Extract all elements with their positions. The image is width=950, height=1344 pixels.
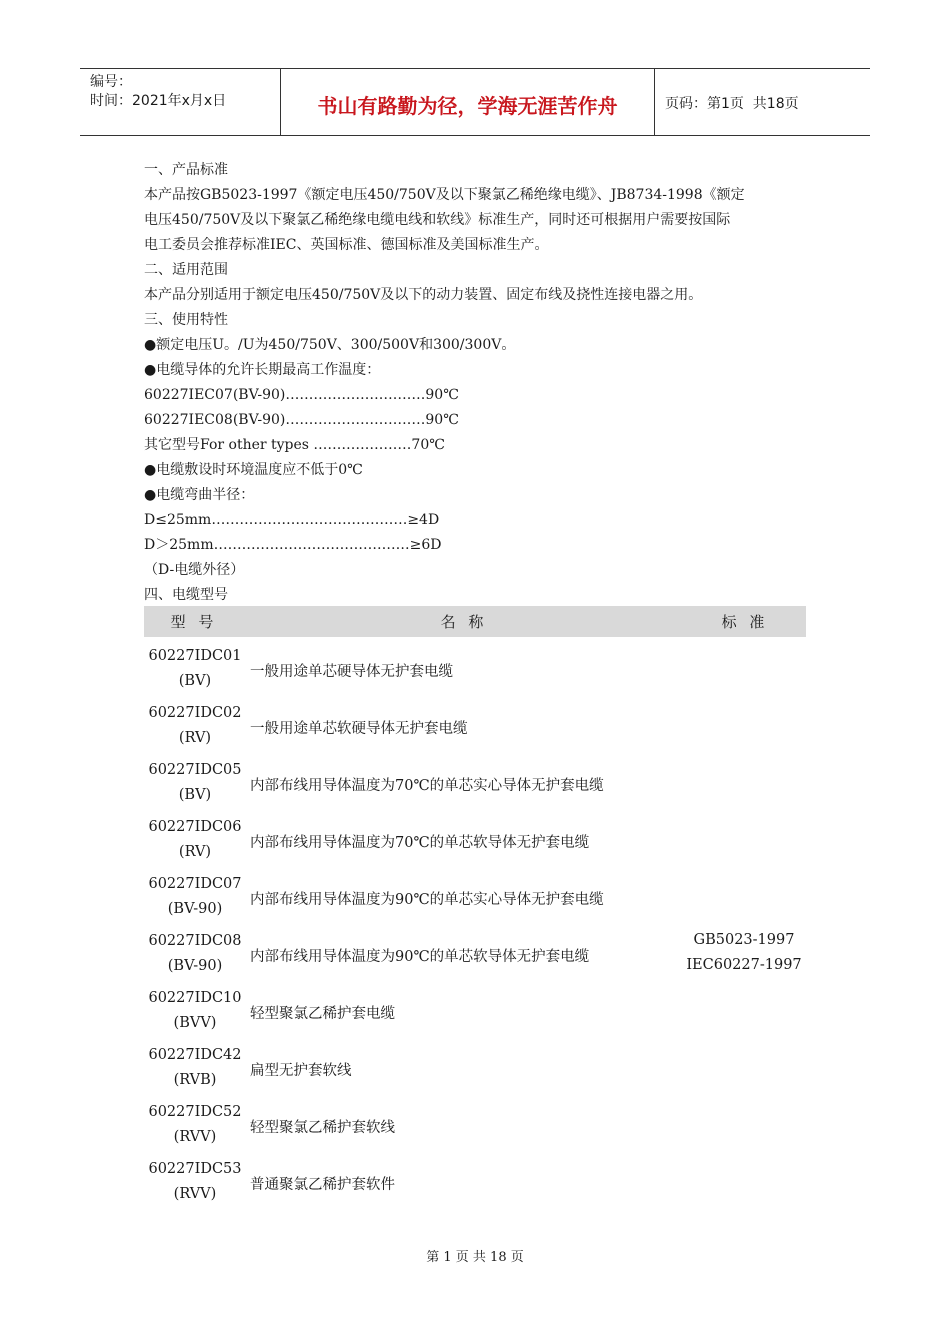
bullet-line: ●电缆敷设时环境温度应不低于0℃ [144, 462, 363, 478]
model-cell [144, 985, 246, 1042]
model-number: 60227IDC53 [148, 1161, 242, 1177]
column-header-standard: 标 准 [721, 613, 769, 631]
model-cell [144, 1099, 246, 1156]
table-row [144, 985, 806, 1042]
model-cell [144, 700, 246, 757]
bullet-line: ●电缆弯曲半径： [144, 487, 255, 503]
body-line: 电压450/750V及以下聚氯乙稀绝缘电缆电线和软线》标准生产，同时还可根据用户需要按国际 [144, 212, 731, 228]
spec-line: 其它型号For other types …………………70℃ [144, 437, 445, 453]
column-header-model: 型 号 [170, 613, 218, 631]
model-number: 60227IDC05 [148, 762, 242, 778]
name-cell: 普通聚氯乙稀护套软件 [250, 1177, 395, 1193]
name-cell: 扁型无护套软线 [250, 1063, 352, 1079]
model-number: 60227IDC01 [148, 648, 242, 664]
spec-line: 60227IEC08(BV-90)…………………………90℃ [144, 412, 459, 428]
name-cell: 轻型聚氯乙稀护套电缆 [250, 1006, 395, 1022]
model-code: (RVV) [173, 1186, 217, 1202]
page-footer: 第 1 页 共 18 页 [426, 1250, 524, 1265]
model-number: 60227IDC52 [148, 1104, 242, 1120]
column-header-name: 名 称 [440, 613, 488, 631]
model-code: (BV-90) [167, 958, 223, 974]
spec-line: D＞25mm……………………………………≥6D [144, 537, 442, 553]
model-number: 60227IDC07 [148, 876, 242, 892]
model-code: (BV-90) [167, 901, 223, 917]
model-code: (RVB) [173, 1072, 217, 1088]
model-number: 60227IDC10 [148, 990, 242, 1006]
name-cell: 内部布线用导体温度为90℃的单芯实心导体无护套电缆 [250, 892, 604, 908]
page-header [80, 68, 870, 136]
model-cell [144, 871, 246, 928]
table-row [144, 871, 806, 928]
name-cell: 轻型聚氯乙稀护套软线 [250, 1120, 395, 1136]
standard-iec: IEC60227-1997 [686, 957, 802, 973]
standard-cell [674, 928, 814, 978]
name-cell: 内部布线用导体温度为90℃的单芯软导体无护套电缆 [250, 949, 590, 965]
model-code: (RV) [178, 844, 212, 860]
table-row [144, 700, 806, 757]
model-cell [144, 643, 246, 700]
standard-gb: GB5023-1997 [693, 932, 795, 948]
model-cell [144, 1042, 246, 1099]
name-cell: 一般用途单芯硬导体无护套电缆 [250, 664, 453, 680]
bullet-line: ●额定电压U。/U为450/750V、300/500V和300/300V。 [144, 337, 516, 353]
table-row [144, 1042, 806, 1099]
model-cell [144, 928, 246, 985]
model-number: 60227IDC42 [148, 1047, 242, 1063]
table-row [144, 1156, 806, 1213]
document-body [144, 158, 808, 608]
model-cell [144, 814, 246, 871]
name-cell: 内部布线用导体温度为70℃的单芯实心导体无护套电缆 [250, 778, 604, 794]
model-number: 60227IDC02 [148, 705, 242, 721]
table-body [144, 637, 806, 1213]
table-row [144, 1099, 806, 1156]
section-heading-models: 四、电缆型号 [144, 587, 228, 603]
model-code: (BV) [178, 787, 212, 803]
table-row [144, 643, 806, 700]
body-line: 本产品按GB5023-1997《额定电压450/750V及以下聚氯乙稀绝缘电缆》、JB8734-1998《额定 [144, 187, 745, 203]
model-cell [144, 1156, 246, 1213]
table-row [144, 814, 806, 871]
body-line: 本产品分别适用于额定电压450/750V及以下的动力装置、固定布线及挠性连接电器之用。 [144, 287, 703, 303]
name-cell: 一般用途单芯软硬导体无护套电缆 [250, 721, 468, 737]
header-slogan: 书山有路勤为径，学海无涯苦作舟 [281, 69, 655, 135]
header-meta [80, 69, 281, 135]
header-time-label: 时间：2021年x月x日 [90, 93, 227, 109]
spec-line: D≤25mm……………………………………≥4D [144, 512, 440, 528]
body-line: 电工委员会推荐标准IEC、英国标准、德国标准及美国标准生产。 [144, 237, 549, 253]
header-page-info: 页码：第1页 共18页 [665, 96, 799, 112]
bullet-line: ●电缆导体的允许长期最高工作温度： [144, 362, 381, 378]
table-header [144, 606, 806, 637]
section-heading-characteristics: 三、使用特性 [144, 312, 228, 328]
header-number-label: 编号： [90, 74, 132, 90]
section-heading-standard: 一、产品标准 [144, 162, 228, 178]
spec-line: 60227IEC07(BV-90)…………………………90℃ [144, 387, 459, 403]
note-line: （D-电缆外径） [144, 562, 245, 578]
section-heading-scope: 二、适用范围 [144, 262, 228, 278]
model-code: (RV) [178, 730, 212, 746]
name-cell: 内部布线用导体温度为70℃的单芯软导体无护套电缆 [250, 835, 590, 851]
model-code: (RVV) [173, 1129, 217, 1145]
cable-model-table [144, 606, 806, 1213]
table-row [144, 757, 806, 814]
model-cell [144, 757, 246, 814]
model-code: (BV) [178, 673, 212, 689]
model-number: 60227IDC08 [148, 933, 242, 949]
model-code: (BVV) [173, 1015, 217, 1031]
model-number: 60227IDC06 [148, 819, 242, 835]
